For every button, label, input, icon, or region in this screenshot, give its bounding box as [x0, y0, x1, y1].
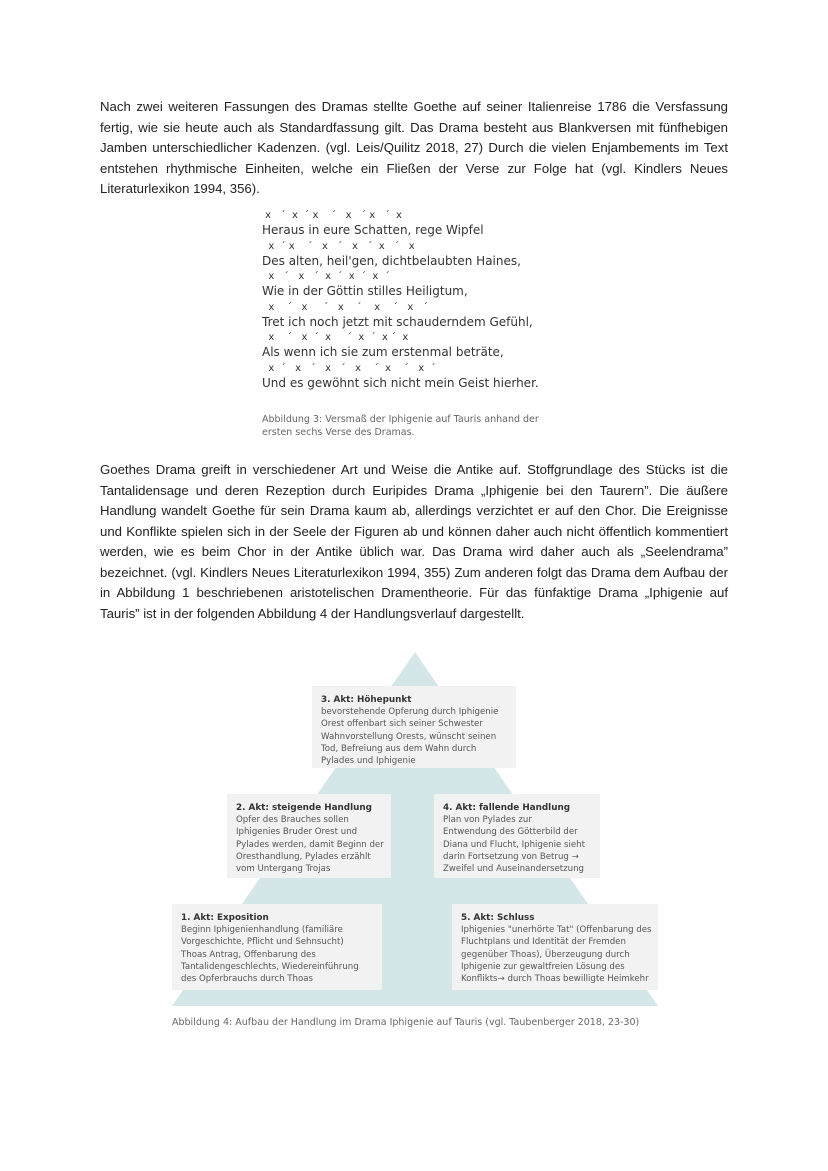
- act-1-line-4: Tantalidengeschlechts, Wiedereinführung: [181, 961, 359, 972]
- verse-6-meter-marks: x ´ x ´ x ´ x ´ x ´ x ´: [262, 362, 436, 374]
- verse-1-text: Heraus in eure Schatten, rege Wipfel: [262, 223, 484, 237]
- act-2-line-3: Pylades werden, damit Beginn der: [236, 839, 384, 850]
- act-4-line-1: Plan von Pylades zur: [443, 815, 532, 826]
- paragraph-versfassung: Nach zwei weiteren Fassungen des Dramas stellte Goethe auf seiner Italienreise 1786 die Versfassung fertig, wie sie heute auch als Standardfassung gilt. Das Drama besteht aus Blankversen mit fünfhebigen Jamben unterschiedlicher Kadenzen. (vgl. Leis/Quilitz 2018, 27) Durch die vielen Enjambements im Text entstehen rhythmische Einheiten, welche ein Fließen der Verse zur Folge hat (vgl. Kindlers Neues Literaturlexikon 1994, 356).: [100, 99, 728, 196]
- act-4-line-3: Diana und Flucht, Iphigenie sieht: [443, 839, 585, 850]
- act-1-title: 1. Akt: Exposition: [181, 913, 269, 923]
- act-3-line-3: Wahnvorstellung Orests, wünscht seinen: [321, 731, 497, 742]
- act-3-line-1: bevorstehende Opferung durch Iphigenie: [321, 707, 499, 718]
- act-1-line-3: Thoas Antrag, Offenbarung des: [181, 949, 316, 960]
- verse-4-text: Tret ich noch jetzt mit schauderndem Gefühl,: [262, 314, 533, 329]
- verse-3-meter-marks: x ´ x ´ x ´ x ´ x ´: [262, 271, 390, 282]
- verse-3-text: Wie in der Göttin stilles Heiligtum,: [262, 284, 468, 298]
- verse-5-meter-marks: x ´ x ´ x ´ x ´ x ´ x: [262, 332, 409, 343]
- figure-4-caption: Abbildung 4: Aufbau der Handlung im Drama Iphigenie auf Tauris (vgl. Taubenberger 2018, 23-30): [172, 1017, 640, 1028]
- act-2-line-1: Opfer des Brauches sollen: [236, 815, 349, 826]
- act-5-line-2: Fluchtplans und Identität der Fremden: [461, 937, 626, 948]
- act-3-climax-card: [312, 686, 516, 768]
- act-5-line-3: gegenüber Thoas), Überzeugung durch: [461, 949, 630, 960]
- verse-2-meter-marks: x ´ x ´ x ´ x ´ x ´ x: [262, 240, 415, 252]
- act-3-line-2: Orest offenbart sich seiner Schwester: [321, 719, 483, 730]
- act-1-line-1: Beginn Iphigenienhandlung (familiäre: [181, 925, 343, 936]
- verse-5-text: Als wenn ich sie zum erstenmal beträte,: [262, 345, 504, 359]
- act-3-title: 3. Akt: Höhepunkt: [321, 695, 412, 705]
- figure-3-caption-line-2: ersten sechs Verse des Dramas.: [262, 427, 415, 438]
- act-3-line-5: Pylades und Iphigenie: [321, 756, 416, 767]
- act-1-exposition-card: [172, 904, 382, 990]
- act-1-line-5: des Opferbrauchs durch Thoas: [181, 974, 313, 985]
- verse-4-meter-marks: x ´ x ´ x ´ x ´ x ´: [262, 301, 428, 313]
- figure-3-caption: [262, 413, 562, 439]
- act-5-line-1: Iphigenies "unerhörte Tat" (Offenbarung des: [461, 925, 652, 936]
- figure-3-caption-line-1: Abbildung 3: Versmaß der Iphigenie auf Tauris anhand der: [262, 414, 539, 425]
- figure-4-plot-pyramid: [172, 652, 658, 1008]
- paragraph-antike: Goethes Drama greift in verschiedener Art und Weise die Antike auf. Stoffgrundlage des Stücks ist die Tantalidensage und deren Rezeption durch Euripides Drama „Iphigenie bei den Taurern”. Die äußere Handlung wandelt Goethe für sein Drama kaum ab, allerdings verzichtet er auf den Chor. Die Ereignisse und Konflikte spielen sich in der Seele der Figuren ab und können daher auch nicht öffentlich kommentiert werden, wie es beim Chor in der Antike üblich war. Das Drama wird daher auch als „Seelendrama” bezeichnet. (vgl. Kindlers Neues Literaturlexikon 1994, 355) Zum anderen folgt das Drama dem Aufbau der in Abbildung 1 beschriebenen aristotelischen Dramentheorie. Für das fünfaktige Drama „Iphigenie auf Tauris” ist in der folgenden Abbildung 4 der Handlungsverlauf dargestellt.: [100, 462, 728, 621]
- act-2-line-2: Iphigenies Bruder Orest und: [236, 827, 358, 838]
- verse-1-meter-marks: x ´ x ´ x ´ x ´ x ´ x: [262, 210, 402, 221]
- act-2-line-4: Oresthandlung, Pylades erzählt: [236, 851, 371, 862]
- figure-3-verse-meter: [262, 210, 562, 393]
- verse-1: [262, 210, 562, 241]
- verse-2-text: Des alten, heil'gen, dichtbelaubten Haines,: [262, 253, 521, 268]
- act-5-title: 5. Akt: Schluss: [461, 913, 535, 923]
- verse-4: [262, 302, 562, 333]
- act-5-conclusion-card: [452, 904, 658, 990]
- act-2-rising-action-card: [227, 794, 391, 878]
- act-4-falling-action-card: [434, 794, 600, 878]
- act-2-line-5: vom Untergang Trojas: [236, 864, 331, 875]
- act-4-line-2: Entwendung des Götterbild der: [443, 827, 578, 838]
- verse-6-text: Und es gewöhnt sich nicht mein Geist hierher.: [262, 375, 539, 390]
- act-4-title: 4. Akt: fallende Handlung: [443, 803, 571, 813]
- act-1-line-2: Vorgeschichte, Pflicht und Sehnsucht): [181, 937, 344, 948]
- act-5-line-4: Iphigenie zur gewaltfreien Lösung des: [461, 961, 625, 972]
- act-4-line-5: Zweifel und Auseinandersetzung: [443, 864, 585, 875]
- verse-6: [262, 363, 562, 394]
- act-5-line-5: Konflikts→ durch Thoas bewilligte Heimkehr: [461, 974, 649, 985]
- verse-2: [262, 241, 562, 272]
- act-3-line-4: Tod, Befreiung aus dem Wahn durch: [321, 743, 477, 754]
- verse-5: [262, 332, 562, 363]
- act-4-line-4: darin Fortsetzung von Betrug →: [443, 851, 579, 862]
- act-2-title: 2. Akt: steigende Handlung: [236, 803, 372, 813]
- verse-3: [262, 271, 562, 302]
